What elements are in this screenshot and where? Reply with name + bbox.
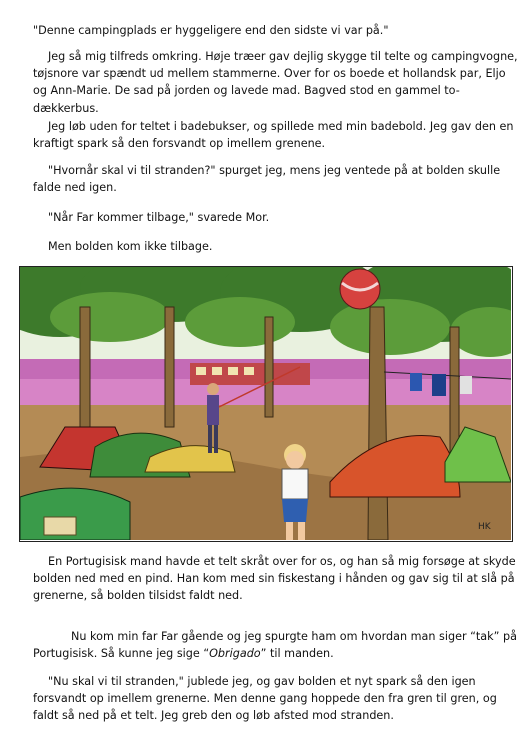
paragraph-6: Men bolden kom ikke tilbage. — [48, 240, 213, 253]
paragraph-2: Jeg så mig tilfreds omkring. Høje træer gav dejlig skygge til telte og campingvogne, tøjsnore var spændt ud mellem stammerne. Over for os boede et hollandsk par, Eljo og Ann-Marie. De sad på jorden og lavede mad. Bagved stod en gammel to-dækkerbus. — [33, 50, 518, 115]
campsite-illustration — [19, 266, 513, 542]
obrigado-word: Obrigado — [209, 647, 261, 661]
illustration-signature: HK — [478, 522, 491, 532]
paragraph-3: Jeg løb uden for teltet i badebukser, og spillede med min badebold. Jeg gav den en kraftigt spark så den forsvandt op imellem grenene. — [33, 120, 514, 151]
paragraph-8-text: Nu kom min far Far gående og jeg spurgte ham om hvordan man siger “tak” på Portugisisk. Så kunne jeg sige “ — [33, 630, 517, 661]
paragraph-1: "Denne campingplads er hyggeligere end den sidste vi var på." — [33, 24, 389, 37]
paragraph-9: "Nu skal vi til stranden," jublede jeg, og gav bolden et nyt spark så den igen forsvandt op imellem grenerne. Men denne gang hoppede den fra gren til gren, og faldt så ned på et telt. Jeg greb den og løb afsted mod stranden. — [33, 675, 497, 723]
paragraph-7: En Portugisisk mand havde et telt skråt over for os, og han så mig forsøge at skyde bolden ned med en pind. Han kom med sin fiskestang i hånden og gav sig til at slå på grenerne, så bolden tilsidst faldt ned. — [33, 555, 516, 603]
paragraph-4: "Hvornår skal vi til stranden?" spurget jeg, mens jeg ventede på at bolden skulle falde ned igen. — [33, 164, 501, 195]
paragraph-8 — [33, 628, 523, 662]
paragraph-8-end: ” til manden. — [260, 647, 334, 661]
paragraph-5: "Når Far kommer tilbage," svarede Mor. — [48, 211, 270, 224]
